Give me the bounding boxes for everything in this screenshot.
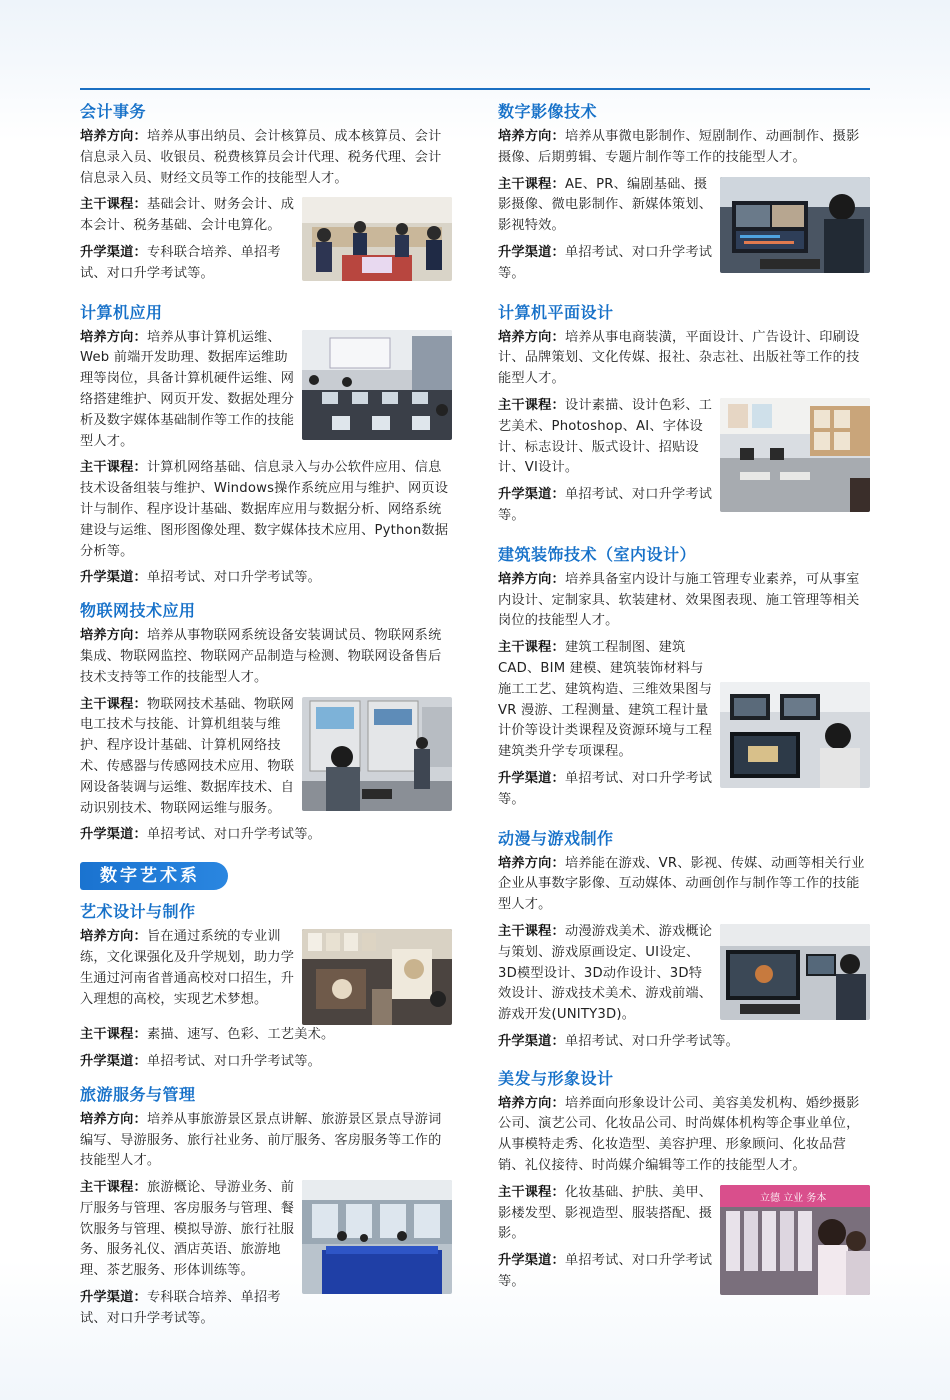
direction-label: 培养方向： xyxy=(498,129,565,144)
accounting-classroom-photo xyxy=(302,197,452,281)
section-interior-design xyxy=(498,543,870,817)
path-label: 升学渠道： xyxy=(80,827,147,843)
left-column xyxy=(80,100,452,1346)
path-text: 专科联合培养、单招考试、对口升学考试等。 xyxy=(80,244,281,281)
path-text: 单招考试、对口升学考试等。 xyxy=(498,770,713,807)
direction-label: 培养方向： xyxy=(80,329,147,345)
courses-text: 物联网技术基础、物联网电工技术与技能、计算机组装与维护、程序设计基础、计算机网络技术、传感器与传感网技术应用、物联网设备装调与运维、数据库技术、自动识别技术、物联网运维与服务。 xyxy=(80,696,295,816)
direction-text: 培养从事微电影制作、短剧制作、动画制作、摄影摄像、后期剪辑、专题片制作等工作的技能型人才。 xyxy=(498,129,860,165)
section-graphic-design xyxy=(498,301,870,533)
direction-label: 培养方向： xyxy=(498,855,565,871)
courses-text: 设计素描、设计色彩、工艺美术、Photoshop、AI、字体设计、标志设计、版式设计、招贴设计、VI设计。 xyxy=(498,397,713,476)
courses-text: 素描、速写、色彩、工艺美术。 xyxy=(146,1027,335,1043)
courses-text: 动漫游戏美术、游戏概论与策划、游戏原画设定、UI设定、3D模型设计、3D动作设计、3D特效设计、游戏技术美术、游戏前端、游戏开发(UNITY3D)。 xyxy=(498,923,713,1023)
right-column xyxy=(498,100,870,1309)
courses-label: 主干课程： xyxy=(498,1184,565,1200)
path-label: 升学渠道： xyxy=(498,244,565,260)
cad-lab-photo xyxy=(720,682,870,788)
art-studio-photo xyxy=(302,929,452,1025)
courses-text: AE、PR、编剧基础、摄影摄像、微电影制作、新媒体策划、影视特效。 xyxy=(498,176,713,234)
courses-label: 主干课程： xyxy=(80,1027,147,1043)
path-text: 单招考试、对口升学考试等。 xyxy=(498,487,713,523)
design-lab-photo xyxy=(720,398,870,512)
direction-label: 培养方向： xyxy=(80,1111,147,1127)
section-title: 美发与形象设计 xyxy=(498,1068,614,1088)
courses-text: 化妆基础、护肤、美甲、影楼发型、影视造型、服装搭配、摄影。 xyxy=(498,1184,713,1242)
beauty-studio-photo xyxy=(720,1185,870,1295)
top-divider xyxy=(80,88,870,90)
path-label: 升学渠道： xyxy=(80,1053,147,1069)
direction-label: 培养方向： xyxy=(80,929,147,945)
courses-label: 主干课程： xyxy=(498,397,565,413)
section-title: 计算机应用 xyxy=(80,302,163,322)
path-text: 单招考试、对口升学考试等。 xyxy=(146,827,321,843)
path-text: 专科联合培养、单招考试、对口升学考试等。 xyxy=(80,1290,281,1326)
direction-label: 培养方向： xyxy=(80,628,147,644)
section-title: 物联网技术应用 xyxy=(80,601,196,621)
courses-label: 主干课程： xyxy=(498,176,565,192)
section-title: 动漫与游戏制作 xyxy=(498,828,614,848)
path-text: 单招考试、对口升学考试等。 xyxy=(498,1253,713,1290)
section-accounting xyxy=(80,100,452,291)
section-animation-games xyxy=(498,827,870,1053)
path-label: 升学渠道： xyxy=(80,1290,147,1306)
tourism-hall-photo xyxy=(302,1180,452,1294)
section-iot xyxy=(80,599,452,846)
path-label: 升学渠道： xyxy=(80,244,147,260)
direction-label: 培养方向： xyxy=(498,571,565,587)
direction-text: 培养从事计算机运维、Web 前端开发助理、数据库运维助理等岗位，具备计算机硬件运维、网络搭建维护、网页开发、数据处理分析及数字媒体基础制作等工作的技能型人才。 xyxy=(80,329,295,449)
section-title: 艺术设计与制作 xyxy=(80,902,196,922)
direction-label: 培养方向： xyxy=(498,329,565,345)
section-tourism xyxy=(80,1083,452,1336)
section-title: 旅游服务与管理 xyxy=(80,1084,196,1104)
path-label: 升学渠道： xyxy=(498,770,565,786)
section-title: 计算机平面设计 xyxy=(498,302,614,322)
department-banner: 数字艺术系 xyxy=(80,862,228,890)
courses-label: 主干课程： xyxy=(80,1180,147,1196)
direction-label: 培养方向： xyxy=(80,129,147,144)
section-title: 建筑装饰技术（室内设计） xyxy=(498,544,697,564)
iot-lab-photo xyxy=(302,697,452,811)
direction-text: 培养面向形象设计公司、美容美发机构、婚纱摄影公司、演艺公司、化妆品公司、时尚媒体机构等企事业单位，从事模特走秀、化妆造型、美容护理、形象顾问、化妆品营销、礼仪接待、时尚媒介编辑等工作的技能型人才。 xyxy=(498,1095,860,1174)
section-title: 数字影像技术 xyxy=(498,102,598,121)
courses-label: 主干课程： xyxy=(498,923,565,939)
direction-text: 培养从事旅游景区景点讲解、旅游景区景点导游词编写、导游服务、旅行社业务、前厅服务、客房服务等工作的技能型人才。 xyxy=(80,1111,442,1169)
direction-text: 培养从事物联网系统设备安装调试员、物联网系统集成、物联网监控、物联网产品制造与检测、物联网设备售后技术支持等工作的技能型人才。 xyxy=(80,628,442,685)
direction-text: 培养从事电商装潢，平面设计、广告设计、印刷设计、品牌策划、文化传媒、报社、杂志社、出版社等工作的技能型人才。 xyxy=(498,329,860,387)
direction-text: 培养能在游戏、VR、影视、传媒、动画等相关行业企业从事数字影像、互动媒体、动画创作与制作等工作的技能型人才。 xyxy=(498,855,865,913)
courses-label: 主干课程： xyxy=(80,197,147,213)
video-editing-photo xyxy=(720,177,870,273)
path-label: 升学渠道： xyxy=(498,487,565,503)
direction-text: 旨在通过系统的专业训练，文化课强化及升学规划，助力学生通过河南省普通高校对口招生，升入理想的高校，实现艺术梦想。 xyxy=(80,929,295,1007)
section-beauty-design xyxy=(498,1067,870,1299)
computer-lab-photo xyxy=(302,330,452,440)
section-art-design xyxy=(80,900,452,1073)
path-text: 单招考试、对口升学考试等。 xyxy=(564,1033,739,1049)
direction-label: 培养方向： xyxy=(498,1095,565,1111)
courses-text: 基础会计、财务会计、成本会计、税务基础、会计电算化。 xyxy=(80,197,295,234)
courses-label: 主干课程： xyxy=(80,460,147,476)
courses-label: 主干课程： xyxy=(80,696,147,712)
beauty-sign: 立德 立业 务本 xyxy=(760,1192,827,1204)
path-label: 升学渠道： xyxy=(80,570,147,586)
direction-text: 培养从事出纳员、会计核算员、成本核算员、会计信息录入员、收银员、税费核算员会计代理、税务代理、会计信息录入员、财经文员等工作的技能型人才。 xyxy=(80,129,442,186)
section-digital-video xyxy=(498,100,870,291)
courses-text: 建筑工程制图、建筑CAD、BIM 建模、建筑装饰材料与施工工艺、建筑构造、三维效果图与VR 漫游、工程测量、建筑工程计量计价等设计类课程及资源环境与工程建筑类升学专项课程。 xyxy=(498,640,713,760)
path-label: 升学渠道： xyxy=(498,1033,565,1049)
courses-text: 计算机网络基础、信息录入与办公软件应用、信息技术设备组装与维护、Windows操作系统应用与维护、网页设计与制作、程序设计基础、数据库应用与数据分析、网络系统建设与运维、图形图像处理、数字媒体技术应用、Python数据分析等。 xyxy=(80,460,449,559)
game-lab-photo xyxy=(720,924,870,1020)
section-computer xyxy=(80,301,452,590)
courses-text: 旅游概论、导游业务、前厅服务与管理、客房服务与管理、餐饮服务与管理、模拟导游、旅行社服务、服务礼仪、酒店英语、旅游地理、茶艺服务、形体训练等。 xyxy=(80,1180,295,1279)
path-label: 升学渠道： xyxy=(498,1253,565,1269)
path-text: 单招考试、对口升学考试等。 xyxy=(498,244,713,281)
courses-label: 主干课程： xyxy=(498,640,565,656)
direction-text: 培养具备室内设计与施工管理专业素养，可从事室内设计、定制家具、软装建材、效果图表现、施工管理等相关岗位的技能型人才。 xyxy=(498,571,860,629)
section-title: 会计事务 xyxy=(80,102,147,121)
path-text: 单招考试、对口升学考试等。 xyxy=(146,1053,321,1069)
path-text: 单招考试、对口升学考试等。 xyxy=(146,570,321,586)
